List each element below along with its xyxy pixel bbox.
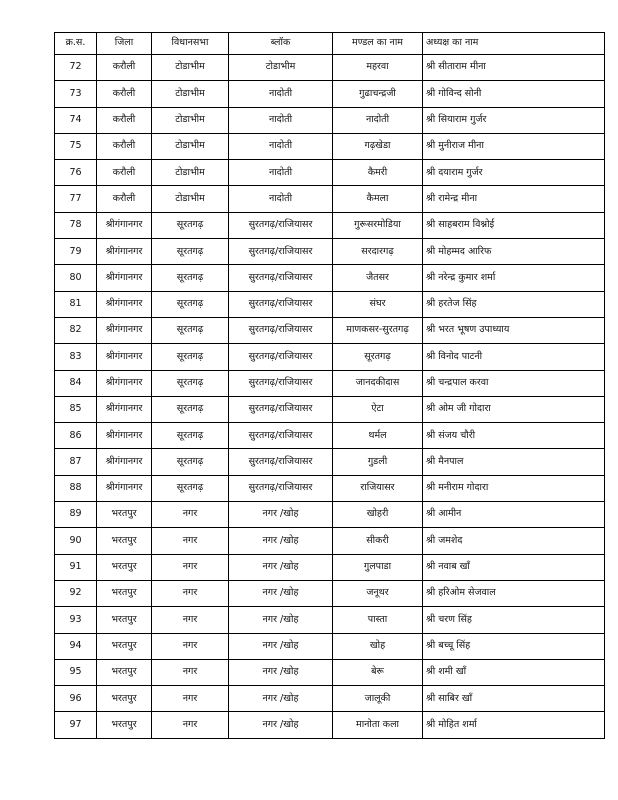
cell-constituency: सूरतगढ़ bbox=[152, 370, 229, 396]
cell-mandal: कैमला bbox=[333, 186, 423, 212]
cell-constituency: नगर bbox=[152, 659, 229, 685]
table-row bbox=[55, 633, 605, 659]
table-row bbox=[55, 55, 605, 81]
cell-president: श्री हरिओम सेजवाल bbox=[423, 580, 605, 606]
cell-district: करौली bbox=[97, 133, 152, 159]
cell-block: नगर /खोह bbox=[229, 633, 333, 659]
cell-district: भरतपुर bbox=[97, 712, 152, 738]
cell-district: श्रीगंगानगर bbox=[97, 265, 152, 291]
cell-block: नगर /खोह bbox=[229, 554, 333, 580]
cell-district: भरतपुर bbox=[97, 659, 152, 685]
cell-president: श्री रामेन्द्र मीना bbox=[423, 186, 605, 212]
header-district: जिला bbox=[97, 33, 152, 55]
cell-constituency: नगर bbox=[152, 712, 229, 738]
cell-block: नगर /खोह bbox=[229, 502, 333, 528]
cell-constituency: सूरतगढ़ bbox=[152, 449, 229, 475]
cell-district: भरतपुर bbox=[97, 686, 152, 712]
cell-mandal: ऐटा bbox=[333, 396, 423, 422]
cell-serial: 80 bbox=[55, 265, 97, 291]
cell-president: श्री मोहम्मद आरिफ bbox=[423, 239, 605, 265]
cell-block: नादोती bbox=[229, 107, 333, 133]
cell-constituency: सूरतगढ़ bbox=[152, 239, 229, 265]
cell-district: भरतपुर bbox=[97, 607, 152, 633]
table-row bbox=[55, 107, 605, 133]
cell-president: श्री शमी खाँ bbox=[423, 659, 605, 685]
cell-block: सुरतगढ़/राजियासर bbox=[229, 317, 333, 343]
cell-president: श्री मनीराम गोदारा bbox=[423, 475, 605, 501]
cell-president: श्री विनोद पाटनी bbox=[423, 344, 605, 370]
cell-serial: 96 bbox=[55, 686, 97, 712]
cell-mandal: राजियासर bbox=[333, 475, 423, 501]
cell-constituency: नगर bbox=[152, 502, 229, 528]
cell-mandal: गढ़खेडा bbox=[333, 133, 423, 159]
cell-serial: 95 bbox=[55, 659, 97, 685]
cell-mandal: गुलपाडा bbox=[333, 554, 423, 580]
cell-mandal: सरदारगढ़ bbox=[333, 239, 423, 265]
cell-constituency: नगर bbox=[152, 607, 229, 633]
cell-constituency: टोडाभीम bbox=[152, 107, 229, 133]
cell-serial: 75 bbox=[55, 133, 97, 159]
cell-serial: 91 bbox=[55, 554, 97, 580]
table-row bbox=[55, 212, 605, 238]
cell-district: भरतपुर bbox=[97, 502, 152, 528]
cell-block: सुरतगढ़/राजियासर bbox=[229, 291, 333, 317]
table-row bbox=[55, 659, 605, 685]
cell-serial: 87 bbox=[55, 449, 97, 475]
cell-district: श्रीगंगानगर bbox=[97, 475, 152, 501]
cell-mandal: मानोता कला bbox=[333, 712, 423, 738]
cell-district: करौली bbox=[97, 160, 152, 186]
table-row bbox=[55, 686, 605, 712]
cell-president: श्री भरत भूषण उपाध्याय bbox=[423, 317, 605, 343]
cell-president: श्री संजय चौरी bbox=[423, 423, 605, 449]
table-row bbox=[55, 396, 605, 422]
cell-block: नादोती bbox=[229, 81, 333, 107]
cell-serial: 84 bbox=[55, 370, 97, 396]
table-row bbox=[55, 712, 605, 738]
cell-constituency: नगर bbox=[152, 580, 229, 606]
header-mandal: मण्डल का नाम bbox=[333, 33, 423, 55]
mandal-president-table bbox=[54, 32, 605, 739]
cell-president: श्री चरण सिंह bbox=[423, 607, 605, 633]
cell-constituency: टोडाभीम bbox=[152, 81, 229, 107]
cell-district: करौली bbox=[97, 81, 152, 107]
cell-block: सुरतगढ़/राजियासर bbox=[229, 396, 333, 422]
cell-president: श्री नवाब खाँ bbox=[423, 554, 605, 580]
cell-mandal: सीकरी bbox=[333, 528, 423, 554]
cell-mandal: जनूथर bbox=[333, 580, 423, 606]
table-row bbox=[55, 239, 605, 265]
cell-president: श्री बच्चू सिंह bbox=[423, 633, 605, 659]
cell-president: श्री साहबराम विश्नोई bbox=[423, 212, 605, 238]
cell-mandal: कैमरी bbox=[333, 160, 423, 186]
cell-constituency: नगर bbox=[152, 633, 229, 659]
cell-constituency: टोडाभीम bbox=[152, 160, 229, 186]
cell-president: श्री हरतेज सिंह bbox=[423, 291, 605, 317]
table-row bbox=[55, 291, 605, 317]
cell-constituency: टोडाभीम bbox=[152, 55, 229, 81]
cell-district: श्रीगंगानगर bbox=[97, 449, 152, 475]
cell-block: नगर /खोह bbox=[229, 580, 333, 606]
cell-block: नगर /खोह bbox=[229, 528, 333, 554]
cell-constituency: सूरतगढ़ bbox=[152, 344, 229, 370]
cell-constituency: नगर bbox=[152, 554, 229, 580]
table-row bbox=[55, 370, 605, 396]
cell-block: सुरतगढ़/राजियासर bbox=[229, 475, 333, 501]
cell-serial: 81 bbox=[55, 291, 97, 317]
cell-president: श्री चन्द्रपाल करवा bbox=[423, 370, 605, 396]
cell-constituency: सूरतगढ़ bbox=[152, 475, 229, 501]
table-row bbox=[55, 554, 605, 580]
cell-president: श्री मोहित शर्मा bbox=[423, 712, 605, 738]
cell-block: नगर /खोह bbox=[229, 659, 333, 685]
cell-constituency: नगर bbox=[152, 686, 229, 712]
table-row bbox=[55, 344, 605, 370]
cell-mandal: बेरू bbox=[333, 659, 423, 685]
cell-president: श्री मैनपाल bbox=[423, 449, 605, 475]
header-constituency: विधानसभा bbox=[152, 33, 229, 55]
cell-mandal: महरवा bbox=[333, 55, 423, 81]
cell-mandal: माणकसर-सुरतगढ़ bbox=[333, 317, 423, 343]
table-header-row bbox=[55, 33, 605, 55]
cell-block: नगर /खोह bbox=[229, 712, 333, 738]
cell-serial: 79 bbox=[55, 239, 97, 265]
cell-district: भरतपुर bbox=[97, 554, 152, 580]
cell-district: भरतपुर bbox=[97, 528, 152, 554]
table-body bbox=[55, 55, 605, 739]
cell-serial: 88 bbox=[55, 475, 97, 501]
cell-president: श्री ओम जी गोदारा bbox=[423, 396, 605, 422]
cell-block: सुरतगढ़/राजियासर bbox=[229, 239, 333, 265]
cell-block: नादोती bbox=[229, 133, 333, 159]
cell-constituency: सूरतगढ़ bbox=[152, 317, 229, 343]
cell-block: नगर /खोह bbox=[229, 607, 333, 633]
table-row bbox=[55, 160, 605, 186]
table-row bbox=[55, 186, 605, 212]
cell-serial: 76 bbox=[55, 160, 97, 186]
cell-serial: 89 bbox=[55, 502, 97, 528]
cell-district: श्रीगंगानगर bbox=[97, 239, 152, 265]
cell-mandal: सूरतगढ़ bbox=[333, 344, 423, 370]
cell-block: नगर /खोह bbox=[229, 686, 333, 712]
header-block: ब्लॉक bbox=[229, 33, 333, 55]
cell-constituency: टोडाभीम bbox=[152, 186, 229, 212]
cell-constituency: टोडाभीम bbox=[152, 133, 229, 159]
header-president: अध्यक्ष का नाम bbox=[423, 33, 605, 55]
table-row bbox=[55, 317, 605, 343]
cell-serial: 93 bbox=[55, 607, 97, 633]
cell-serial: 85 bbox=[55, 396, 97, 422]
cell-mandal: थर्मल bbox=[333, 423, 423, 449]
cell-district: करौली bbox=[97, 186, 152, 212]
cell-block: टोडाभीम bbox=[229, 55, 333, 81]
cell-block: सुरतगढ़/राजियासर bbox=[229, 423, 333, 449]
cell-mandal: नादोती bbox=[333, 107, 423, 133]
cell-district: श्रीगंगानगर bbox=[97, 317, 152, 343]
cell-serial: 92 bbox=[55, 580, 97, 606]
cell-president: श्री सियाराम गुर्जर bbox=[423, 107, 605, 133]
cell-block: सुरतगढ़/राजियासर bbox=[229, 344, 333, 370]
cell-mandal: खोह bbox=[333, 633, 423, 659]
cell-block: सुरतगढ़/राजियासर bbox=[229, 370, 333, 396]
cell-serial: 97 bbox=[55, 712, 97, 738]
cell-president: श्री सीताराम मीना bbox=[423, 55, 605, 81]
cell-president: श्री नरेन्द्र कुमार शर्मा bbox=[423, 265, 605, 291]
cell-president: श्री आमीन bbox=[423, 502, 605, 528]
cell-constituency: नगर bbox=[152, 528, 229, 554]
cell-serial: 72 bbox=[55, 55, 97, 81]
cell-constituency: सूरतगढ़ bbox=[152, 423, 229, 449]
table-row bbox=[55, 423, 605, 449]
table-row bbox=[55, 81, 605, 107]
cell-district: करौली bbox=[97, 107, 152, 133]
cell-block: सुरतगढ़/राजियासर bbox=[229, 265, 333, 291]
table-row bbox=[55, 502, 605, 528]
table-row bbox=[55, 528, 605, 554]
cell-serial: 90 bbox=[55, 528, 97, 554]
cell-mandal: पास्ता bbox=[333, 607, 423, 633]
table-row bbox=[55, 133, 605, 159]
cell-district: श्रीगंगानगर bbox=[97, 291, 152, 317]
table-row bbox=[55, 607, 605, 633]
cell-serial: 78 bbox=[55, 212, 97, 238]
cell-serial: 86 bbox=[55, 423, 97, 449]
cell-president: श्री साबिर खाँ bbox=[423, 686, 605, 712]
cell-constituency: सूरतगढ़ bbox=[152, 396, 229, 422]
cell-constituency: सूरतगढ़ bbox=[152, 265, 229, 291]
cell-district: श्रीगंगानगर bbox=[97, 370, 152, 396]
cell-mandal: गुढाचन्द्रजी bbox=[333, 81, 423, 107]
cell-district: करौली bbox=[97, 55, 152, 81]
cell-serial: 77 bbox=[55, 186, 97, 212]
cell-president: श्री गोविन्द सोनी bbox=[423, 81, 605, 107]
table-row bbox=[55, 475, 605, 501]
cell-mandal: गुरूसरमोडिया bbox=[333, 212, 423, 238]
table-row bbox=[55, 449, 605, 475]
cell-mandal: जालूकी bbox=[333, 686, 423, 712]
cell-district: श्रीगंगानगर bbox=[97, 344, 152, 370]
table-row bbox=[55, 580, 605, 606]
cell-district: भरतपुर bbox=[97, 580, 152, 606]
cell-president: श्री दयाराम गुर्जर bbox=[423, 160, 605, 186]
cell-block: सुरतगढ़/राजियासर bbox=[229, 449, 333, 475]
cell-district: श्रीगंगानगर bbox=[97, 212, 152, 238]
cell-district: श्रीगंगानगर bbox=[97, 396, 152, 422]
cell-block: नादोती bbox=[229, 186, 333, 212]
cell-constituency: सूरतगढ़ bbox=[152, 291, 229, 317]
cell-district: भरतपुर bbox=[97, 633, 152, 659]
cell-serial: 94 bbox=[55, 633, 97, 659]
cell-mandal: खोहरी bbox=[333, 502, 423, 528]
cell-mandal: संघर bbox=[333, 291, 423, 317]
table-row bbox=[55, 265, 605, 291]
cell-serial: 82 bbox=[55, 317, 97, 343]
header-serial: क्र.स. bbox=[55, 33, 97, 55]
cell-district: श्रीगंगानगर bbox=[97, 423, 152, 449]
cell-serial: 83 bbox=[55, 344, 97, 370]
cell-president: श्री मुनीराज मीना bbox=[423, 133, 605, 159]
cell-block: नादोती bbox=[229, 160, 333, 186]
cell-mandal: जानदकीदास bbox=[333, 370, 423, 396]
cell-constituency: सूरतगढ़ bbox=[152, 212, 229, 238]
cell-serial: 74 bbox=[55, 107, 97, 133]
cell-mandal: गुडली bbox=[333, 449, 423, 475]
cell-serial: 73 bbox=[55, 81, 97, 107]
cell-mandal: जैतसर bbox=[333, 265, 423, 291]
cell-president: श्री जमशेद bbox=[423, 528, 605, 554]
cell-block: सुरतगढ़/राजियासर bbox=[229, 212, 333, 238]
